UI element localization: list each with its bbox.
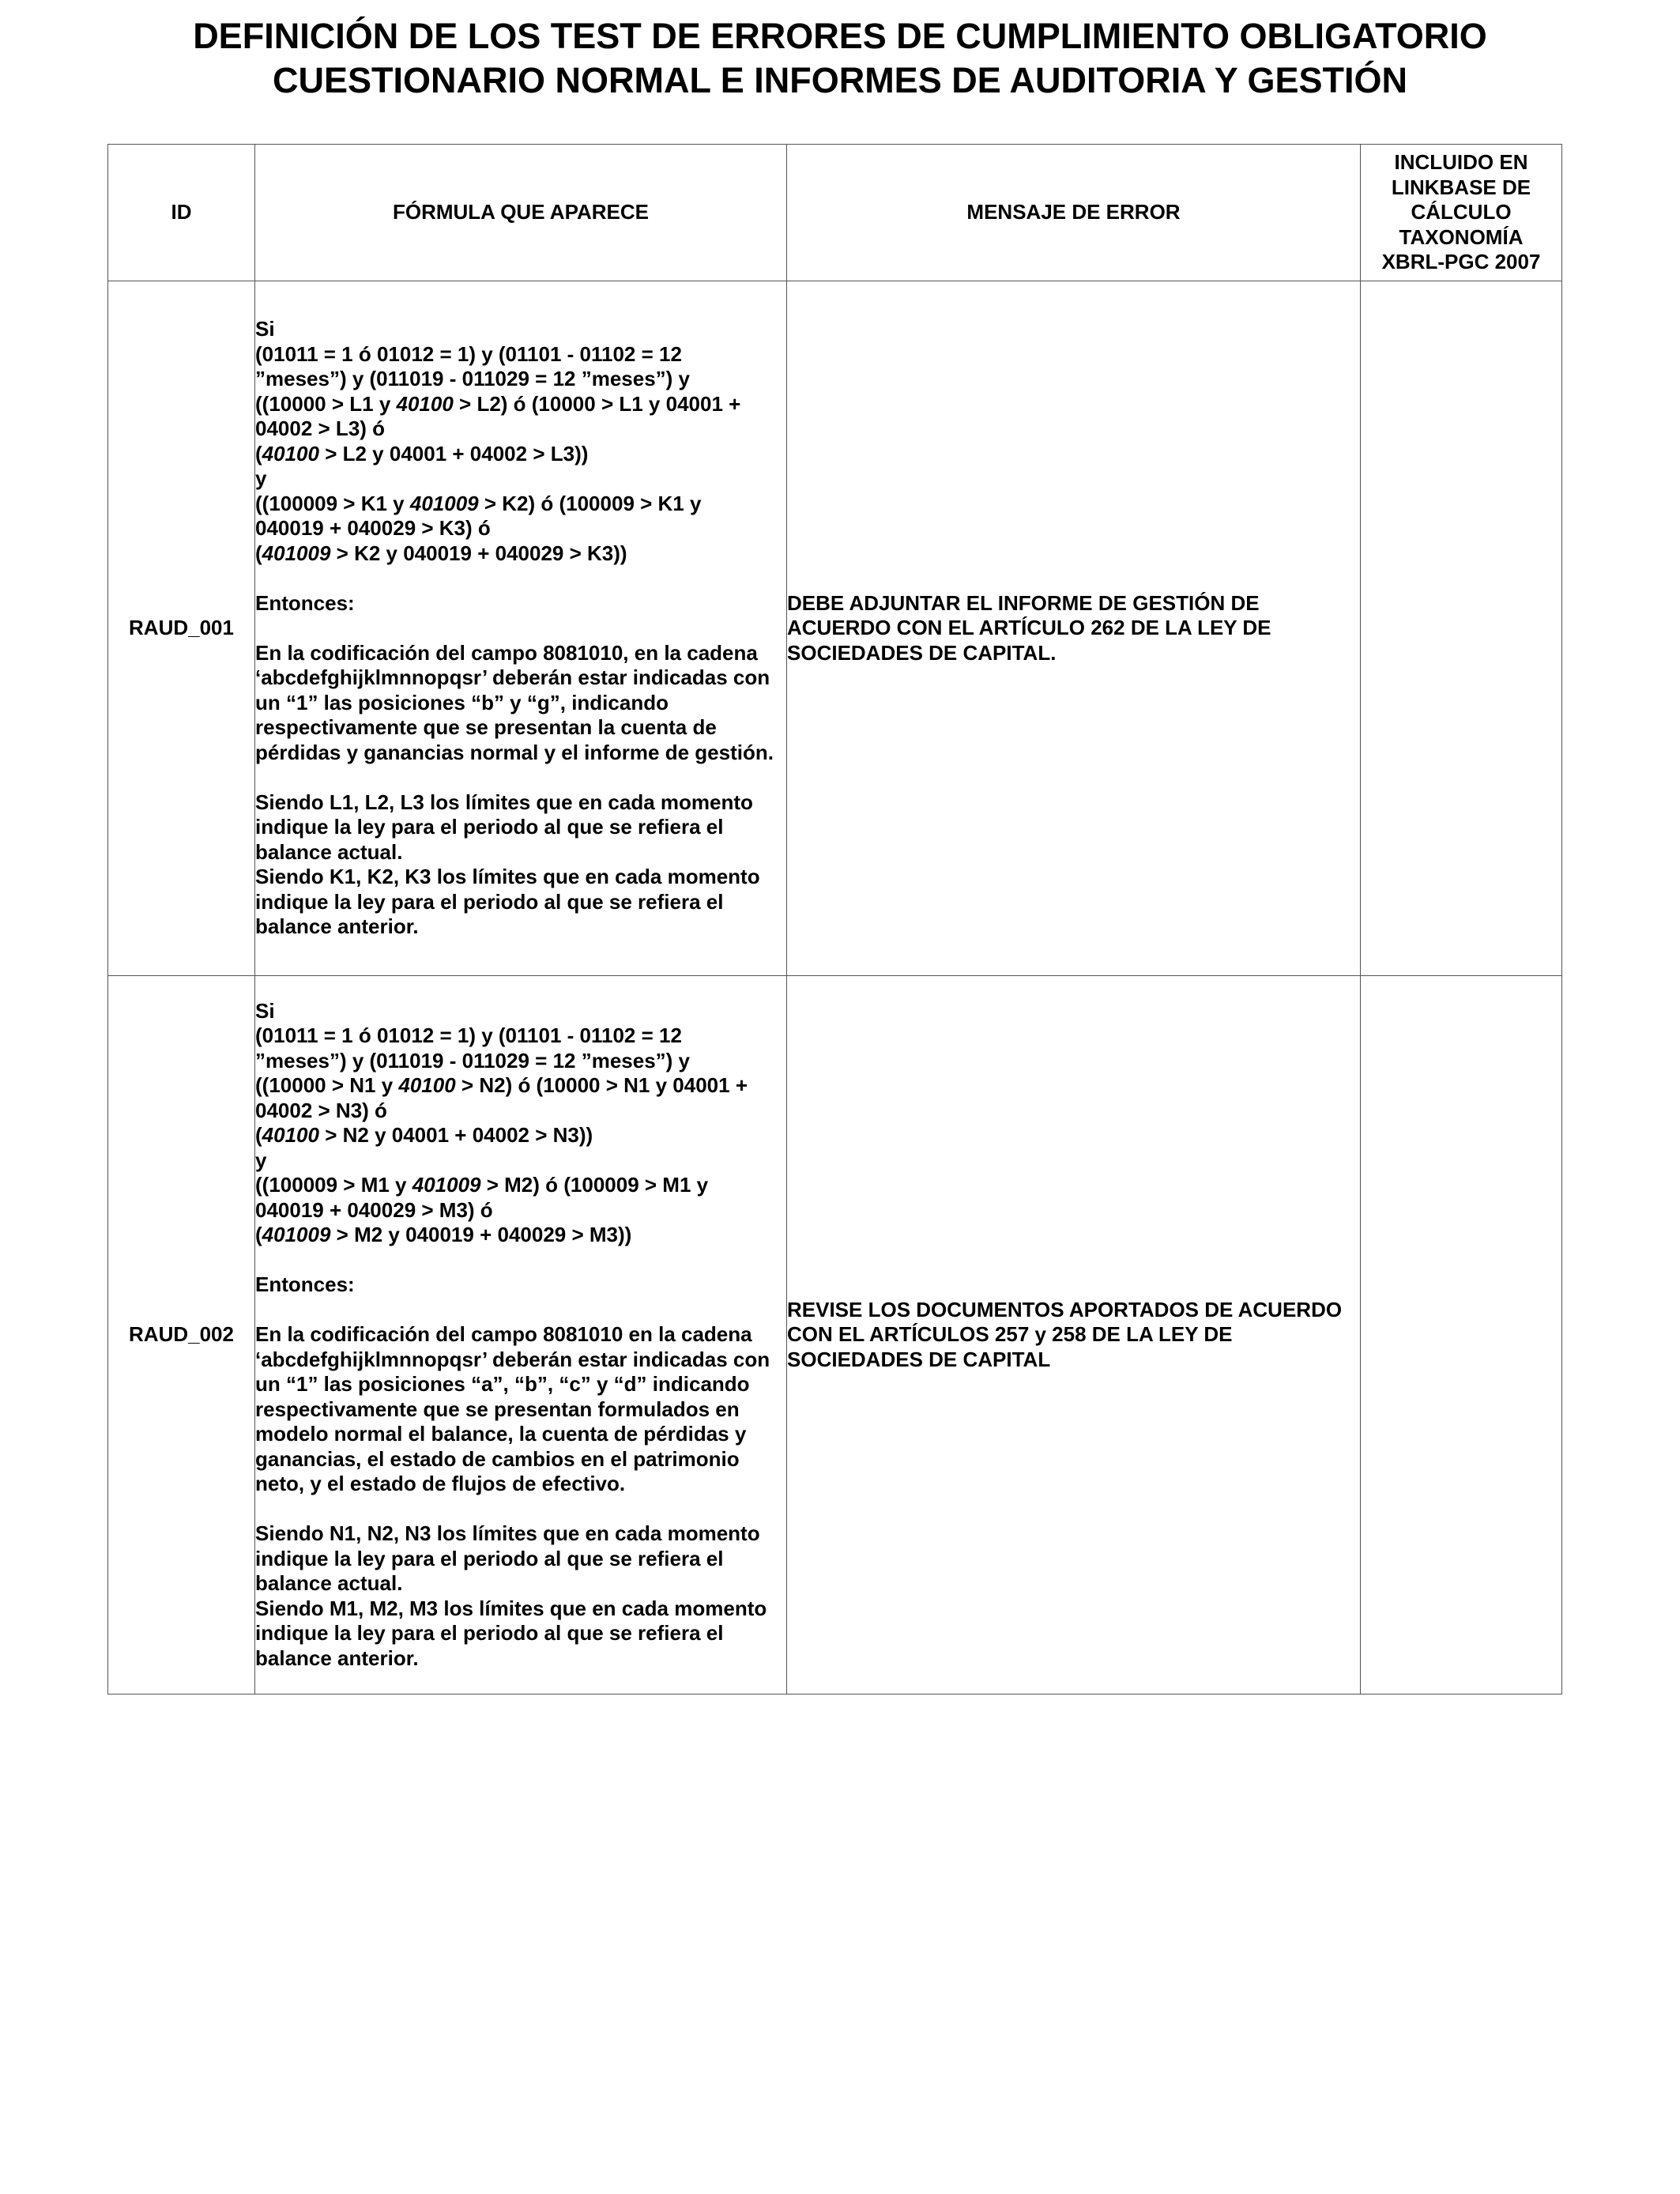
formula-text: (	[255, 1223, 262, 1247]
header-id: ID	[108, 145, 255, 281]
table-row	[108, 281, 1562, 976]
row-included	[1361, 976, 1562, 1695]
page-title-line-2: CUESTIONARIO NORMAL E INFORMES DE AUDITORIA Y GESTIÓN	[273, 60, 1407, 100]
table-row	[108, 976, 1562, 1695]
error-tests-table	[107, 144, 1562, 1695]
formula-text: > N2) ó (10000 > N1 y 04001 +	[455, 1073, 748, 1098]
page-title	[0, 14, 1680, 103]
formula-text: (	[255, 441, 262, 466]
formula-then: Entonces:	[255, 590, 355, 615]
formula-code: 40100	[398, 1073, 456, 1098]
formula-line	[255, 1173, 786, 1198]
header-message: MENSAJE DE ERROR	[787, 145, 1361, 281]
formula-then: Entonces:	[255, 1272, 355, 1297]
formula-line: y	[255, 466, 267, 491]
formula-code: 401009	[409, 491, 479, 515]
formula-line: 04002 > N3) ó	[255, 1098, 387, 1122]
header-included-line: INCLUIDO EN	[1394, 150, 1528, 175]
formula-text: (	[255, 541, 262, 565]
formula-line	[255, 1223, 786, 1248]
formula-text: > M2) ó (100009 > M1 y	[480, 1173, 709, 1197]
header-included-line: CÁLCULO	[1411, 200, 1512, 224]
formula-line: Si	[255, 317, 275, 341]
row-formula	[255, 976, 787, 1695]
formula-text: > L2 y 04001 + 04002 > L3))	[318, 441, 589, 466]
formula-line: ”meses”) y (011019 - 011029 = 12 ”meses”) y	[255, 367, 691, 391]
header-included-line: TAXONOMÍA	[1399, 224, 1524, 249]
formula-line	[255, 1123, 786, 1148]
formula-text: > N2 y 04001 + 04002 > N3))	[318, 1123, 593, 1148]
formula-code: 401009	[262, 541, 331, 565]
formula-code: 40100	[396, 391, 454, 416]
formula-note: Siendo K1, K2, K3 los límites que en cada momento indique la ley para el periodo al que se refiera el balance anterior.	[255, 865, 760, 939]
formula-line: y	[255, 1148, 267, 1172]
header-included	[1361, 145, 1562, 281]
formula-note: Siendo N1, N2, N3 los límites que en cada momento indique la ley para el periodo al que se refiera el balance actual.	[255, 1521, 760, 1596]
formula-code: 40100	[262, 441, 319, 466]
row-id: RAUD_002	[108, 976, 255, 1695]
formula-text: ((100009 > M1 y	[255, 1173, 412, 1197]
formula-code: 40100	[262, 1123, 319, 1148]
formula-text: > K2 y 040019 + 040029 > K3))	[330, 541, 627, 565]
formula-line	[255, 492, 786, 517]
formula-line	[255, 392, 786, 417]
formula-text: (	[255, 1123, 262, 1148]
formula-code: 401009	[412, 1173, 481, 1197]
row-id: RAUD_001	[108, 281, 255, 976]
formula-line	[255, 541, 786, 567]
formula-text: ((100009 > K1 y	[255, 491, 410, 515]
formula-text: ((10000 > N1 y	[255, 1073, 399, 1098]
page-title-line-1: DEFINICIÓN DE LOS TEST DE ERRORES DE CUMPLIMIENTO OBLIGATORIO	[193, 16, 1487, 56]
table-header-row	[108, 145, 1562, 281]
formula-line: 04002 > L3) ó	[255, 417, 386, 441]
row-error-message: DEBE ADJUNTAR EL INFORME DE GESTIÓN DE ACUERDO CON EL ARTÍCULO 262 DE LA LEY DE SOCIEDADES DE CAPITAL.	[787, 281, 1361, 976]
formula-note: Siendo M1, M2, M3 los límites que en cada momento indique la ley para el periodo al que se refiera el balance anterior.	[255, 1596, 767, 1670]
formula-line: Si	[255, 998, 275, 1023]
formula-code: 401009	[262, 1223, 331, 1247]
formula-line	[255, 1073, 786, 1099]
row-error-message: REVISE LOS DOCUMENTOS APORTADOS DE ACUERDO CON EL ARTÍCULOS 257 y 258 DE LA LEY DE SOCIEDADES DE CAPITAL	[787, 976, 1361, 1695]
formula-text: > K2) ó (100009 > K1 y	[478, 491, 702, 515]
header-included-line: LINKBASE DE	[1391, 175, 1531, 199]
formula-action: En la codificación del campo 8081010, en la cadena ‘abcdefghijklmnnopqsr’ deberán estar indicadas con un “1” las posiciones “b” y “g”, indicando respectivamente que se presentan la cuenta de pérdidas y ganancias normal y el informe de gestión.	[255, 640, 774, 764]
header-formula: FÓRMULA QUE APARECE	[255, 145, 787, 281]
formula-line: (01011 = 1 ó 01012 = 1) y (01101 - 01102 = 12	[255, 1023, 682, 1048]
formula-note: Siendo L1, L2, L3 los límites que en cada momento indique la ley para el periodo al que se refiera el balance actual.	[255, 790, 753, 864]
formula-text: > L2) ó (10000 > L1 y 04001 +	[453, 391, 741, 416]
formula-text: > M2 y 040019 + 040029 > M3))	[330, 1223, 632, 1247]
formula-text: ((10000 > L1 y	[255, 391, 397, 416]
formula-line: 040019 + 040029 > K3) ó	[255, 516, 491, 541]
formula-line: (01011 = 1 ó 01012 = 1) y (01101 - 01102 = 12	[255, 341, 682, 366]
header-included-line: XBRL-PGC 2007	[1381, 250, 1541, 274]
formula-action: En la codificación del campo 8081010 en la cadena ‘abcdefghijklmnnopqsr’ deberán estar indicadas con un “1” las posiciones “a”, “b”, “c” y “d” indicando respectivamente que se presentan formulados en modelo normal el balance, la cuenta de pérdidas y ganancias, el estado de cambios en el patrimonio neto, y el estado de flujos de efectivo.	[255, 1322, 770, 1496]
formula-line: 040019 + 040029 > M3) ó	[255, 1197, 493, 1222]
row-formula	[255, 281, 787, 976]
row-included	[1361, 281, 1562, 976]
formula-line	[255, 442, 786, 467]
formula-line: ”meses”) y (011019 - 011029 = 12 ”meses”) y	[255, 1048, 691, 1072]
